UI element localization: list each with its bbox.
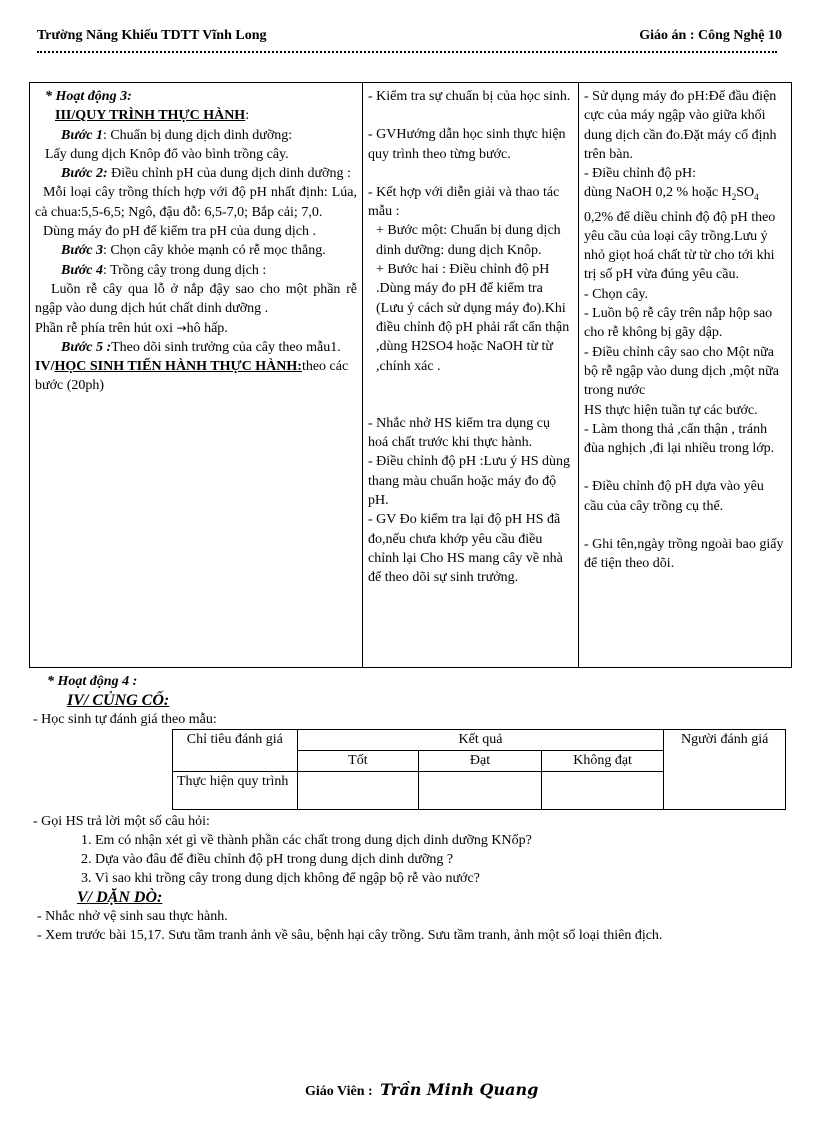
content-column <box>30 83 363 667</box>
student-l7: HS thực hiện tuần tự các bước. <box>584 402 758 418</box>
step2-detail2: Dùng máy đo pH để kiểm tra pH của dung dịch . <box>43 224 316 240</box>
subject-title: Giáo án : Công Nghệ 10 <box>639 28 782 43</box>
col-pass: Đạt <box>419 751 542 772</box>
student-l5: - Luồn bộ rễ cây trên nắp hộp sao cho rễ không bị gãy dập. <box>584 306 773 341</box>
teacher-label: Giáo Viên : <box>305 1084 373 1099</box>
student-column <box>579 83 791 667</box>
row1-good-cell <box>297 772 419 810</box>
teacher-l4: + Bước một: Chuẩn bị dung dịch dinh dưỡng: dung dịch Knôp. <box>376 223 561 258</box>
activity4-block <box>35 672 217 729</box>
teacher-l3: - Kết hợp với diễn giải và thao tác mẫu : <box>368 184 560 220</box>
question-1: 1. Em có nhận xét gì về thành phần các chất trong dung dịch dinh dưỡng KNốp? <box>81 833 532 848</box>
page-header <box>37 28 782 46</box>
self-eval-intro: - Học sinh tự đánh giá theo mẫu: <box>33 712 217 727</box>
result-header: Kết quả <box>297 730 664 751</box>
step4-detail: Luồn rễ cây qua lỗ ở nắp đậy sao cho một phần rễ ngập vào dung dịch hút chất dinh dưỡng . <box>35 281 357 317</box>
student-l6: - Điều chỉnh cây sao cho Một nữa bộ rễ ngập vào dung dịch ,một nữa trong nước <box>584 344 779 399</box>
teacher-l7: - Điều chỉnh độ pH :Lưu ý HS dùng thang màu chuẩn hoặc máy đo độ pH. <box>368 454 571 509</box>
right-arrow-icon: → <box>176 320 187 335</box>
reminder-2: - Xem trước bài 15,17. Sưu tầm tranh ảnh về sâu, bệnh hại cây trồng. Sưu tầm tranh, ảnh một số loại thiên địch. <box>37 928 663 943</box>
lesson-table <box>29 82 792 668</box>
teacher-signature: Trần Minh Quang <box>380 1080 539 1099</box>
step1: Bước 1: Chuẩn bị dung dịch dinh dưỡng: <box>61 127 293 143</box>
teacher-l6: - Nhắc nhở HS kiểm tra dụng cụ hoá chất trước khi thực hành. <box>368 415 550 451</box>
step4-detail2: Phần rễ phía trên hút oxi →hô hấp. <box>35 320 228 336</box>
row1-pass-cell <box>419 772 542 810</box>
teacher-signature-block <box>305 1080 538 1100</box>
teacher-l5: + Bước hai : Điều chỉnh độ pH .Dùng máy đo pH để kiểm tra (Lưu ý cách sử dụng máy đo).Khi điều chỉnh độ pH phải rất cẩn thận ,dùng H2SO4 hoặc NaOH từ từ ,chính xác . <box>376 262 570 374</box>
question-3: 3. Vì sao khi trồng cây trong dung dịch không để ngập bộ rễ vào nước? <box>81 871 480 886</box>
step4: Bước 4: Trồng cây trong dung dịch : <box>61 262 267 278</box>
teacher-column <box>363 83 579 667</box>
teacher-l1: - Kiểm tra sự chuẩn bị của học sinh. <box>368 89 571 104</box>
assessor-header: Người đánh giá <box>664 730 786 810</box>
teacher-l2: - GVHướng dẫn học sinh thực hiện quy trình theo từng bước. <box>368 127 566 162</box>
question-2: 2. Dựa vào đâu để điều chỉnh độ pH trong dung dịch dinh dưỡng ? <box>81 852 454 867</box>
student-l3: dùng NaOH 0,2 % hoặc $H_2SO_4$ 0,2% để diều chỉnh độ độ pH theo yêu cầu của loại cây trồng.Lưu ý nhỏ giọt hoá chất từ từ cho tới khi trị số pH vừa đúng yêu cầu. <box>584 185 776 283</box>
step2: Bước 2: Điều chỉnh pH của dung dịch dinh dưỡng : <box>61 166 351 182</box>
student-l9: - Điều chỉnh độ pH dựa vào yêu cầu của cây trồng cụ thể. <box>584 479 764 514</box>
step2-detail: Mỗi loại cây trồng thích hợp với độ pH nhất định: Lúa, cà chua:5,5-6,5; Ngô, đậu đỗ: 6,5-7,0; Bắp cải; 7,0. <box>35 185 357 220</box>
student-l10: - Ghi tên,ngày trồng ngoài bao giấy để tiện theo dõi. <box>584 537 784 572</box>
evaluation-table <box>172 729 786 810</box>
step1-detail: Lấy dung dịch Knôp đổ vào bình trồng cây. <box>45 146 289 162</box>
step3: Bước 3: Chọn cây khỏe mạnh có rễ mọc thẳng. <box>61 243 326 259</box>
criteria-header: Chỉ tiêu đánh giá <box>173 730 298 772</box>
student-l8: - Làm thong thả ,cẩn thận , tránh đùa nghịch ,đi lại nhiều trong lớp. <box>584 421 775 457</box>
questions-block <box>35 812 662 945</box>
questions-intro: - Gọi HS trả lời một số câu hỏi: <box>33 814 210 829</box>
activity3-title: * Hoạt động 3: <box>45 89 132 104</box>
activity4-title: * Hoạt động 4 : <box>47 674 138 689</box>
step5: Bước 5 :Theo dõi sinh trưởng của cây theo mẫu1. <box>61 339 341 355</box>
teacher-l8: - GV Đo kiểm tra lại độ pH HS đã đo,nếu chưa khớp yêu cầu điều chỉnh lại Cho HS mang cây về nhà để theo dõi sự sinh trưởng. <box>368 512 563 586</box>
row1-criteria: Thực hiện quy trình <box>173 772 298 810</box>
row1-fail-cell <box>541 772 664 810</box>
col-fail: Không đạt <box>541 751 664 772</box>
section3-heading: III/QUY TRÌNH THỰC HÀNH: <box>55 108 250 124</box>
reminder-1: - Nhắc nhở vệ sinh sau thực hành. <box>37 909 228 924</box>
student-l1: - Sử dụng máy đo pH:Để đầu điện cực của máy ngập vào giữa khối dung dịch cần đo.Đặt máy cố định trên bàn. <box>584 89 777 162</box>
section4-heading: IV/HỌC SINH TIẾN HÀNH THỰC HÀNH:theo các bước (20ph) <box>35 359 349 394</box>
col-good: Tốt <box>297 751 419 772</box>
school-name: Trường Năng Khiếu TDTT Vĩnh Long <box>37 28 267 43</box>
student-l4: - Chọn cây. <box>584 286 649 302</box>
dotted-divider <box>37 51 777 53</box>
section5-heading: V/ DẶN DÒ: <box>77 889 163 906</box>
student-l2: - Điều chỉnh độ pH: <box>584 166 696 182</box>
section4-cungco: IV/ CỦNG CỐ: <box>67 692 170 709</box>
